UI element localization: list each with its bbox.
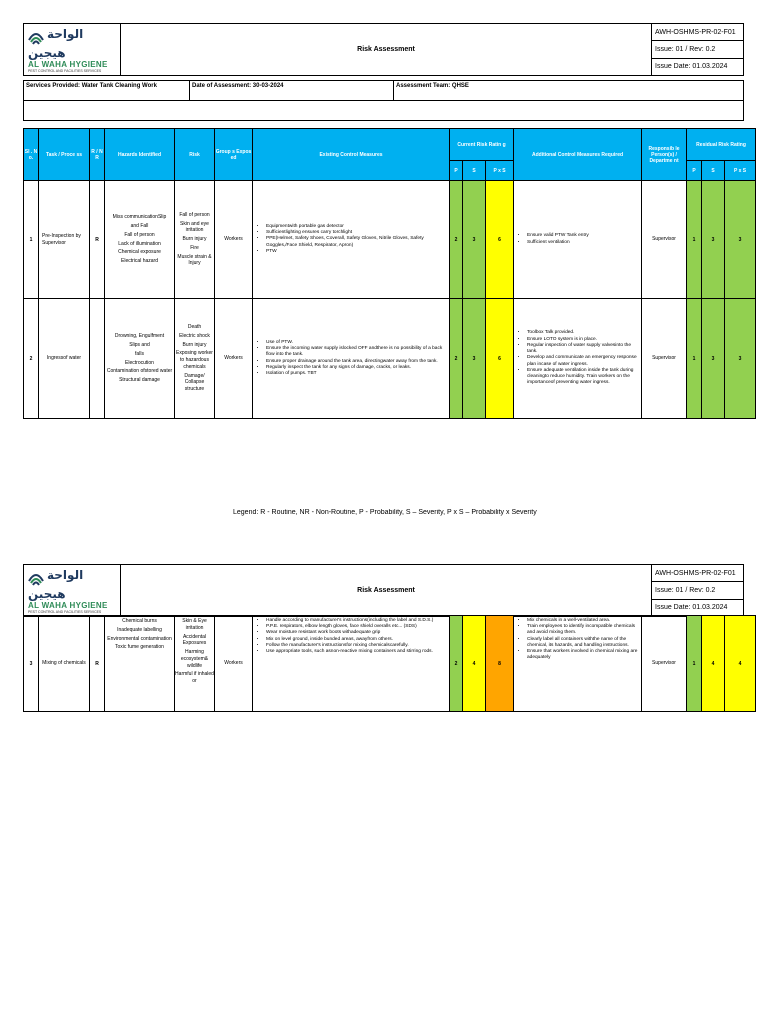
hazard-item: Slips and	[129, 342, 150, 348]
hazard-item: Chemical exposure	[118, 249, 161, 256]
col-current-rating: Current Risk Ratin g	[450, 129, 514, 161]
doc-issue: Issue: 01 / Rev: 0.2	[652, 582, 744, 599]
col-hazards: Hazards Identified	[105, 129, 175, 181]
additional-item: • Ensure LOTO system is in place.	[527, 337, 638, 343]
res-pxs: 4	[725, 616, 756, 712]
row-rnr: R	[90, 616, 105, 712]
col-groups: Group s Expos ed	[215, 129, 253, 181]
row-risks	[175, 299, 215, 419]
hazard-item: Electrocution	[125, 359, 154, 366]
row-sl: 3	[24, 616, 39, 712]
res-pxs: 3	[725, 181, 756, 299]
row-existing	[253, 616, 450, 712]
waha-logo-icon	[28, 567, 44, 587]
res-p: 1	[687, 616, 702, 712]
row-additional	[514, 616, 642, 712]
risk-item: Burn injury	[182, 236, 207, 243]
existing-item: • Handle according to manufacturer's instructions(including the label and S.D.S.)	[266, 618, 446, 624]
res-s: 4	[702, 616, 725, 712]
doc-issue-date: Issue Date: 01.03.2024	[652, 599, 744, 616]
doc-issue-date: Issue Date: 01.03.2024	[652, 58, 744, 75]
row-responsible: Supervisor	[642, 299, 687, 419]
cur-s: 4	[463, 616, 486, 712]
row-hazards	[105, 181, 175, 299]
assessment-team: Assessment Team: QHSE	[394, 81, 744, 101]
risk-item: Harming ecosystem& wildlife	[180, 649, 209, 669]
row-risks	[175, 616, 215, 712]
col-rnr: R / N R	[90, 129, 105, 181]
row-hazards	[105, 299, 175, 419]
logo-arabic-text: الواحة هيجين	[28, 26, 84, 60]
page-title: Risk Assessment	[121, 24, 652, 76]
legend-text: Legend: R - Routine, NR - Non-Routine, P - Probability, S – Severity, P x S – Probability x Severity	[233, 509, 537, 516]
cur-pxs: 8	[486, 616, 514, 712]
existing-item: • Mix on level ground, inside bunded areas, awayfrom others.	[266, 637, 446, 643]
cur-p: 2	[450, 616, 463, 712]
hazard-item: Contamination ofstored water	[106, 368, 173, 375]
existing-item: • Ensure proper drainage around the tank area, directingwater away from the tank.	[266, 359, 446, 365]
col-cur-p: P	[450, 161, 463, 181]
hazard-item: Chemical burns	[122, 618, 157, 624]
existing-item: • Follow the manufacturer's instructionsfor mixing chemicalscarefully.	[266, 643, 446, 649]
col-res-pxs: P x S	[725, 161, 756, 181]
risk-table-2	[23, 615, 756, 712]
existing-item: • Isolation of pumps. TBT	[266, 371, 446, 377]
hazard-item: Miss communicationSlip	[112, 214, 167, 221]
row-group: Workers	[215, 181, 253, 299]
cur-p: 2	[450, 299, 463, 419]
existing-item: • Equipmentwith portable gas detector	[266, 224, 446, 230]
additional-item: • Regular inspection of water supply valvesinto the tank.	[527, 343, 638, 355]
existing-item: • Sufficientlighting ensures carry torchlight	[266, 230, 446, 236]
row-task: Mixing of chemicals	[39, 616, 90, 712]
col-sl: Sl . N o.	[24, 129, 39, 181]
col-cur-s: S	[463, 161, 486, 181]
existing-item: • Use appropriate tools, such asnon-reactive mixing containers and stirring rods.	[266, 649, 446, 655]
additional-item: • Ensure valid PTW Tank entry	[527, 233, 638, 239]
table-row	[24, 616, 756, 712]
row-additional	[514, 299, 642, 419]
row-task: Ingressof water	[39, 299, 90, 419]
existing-item: • Use of PTW.	[266, 340, 446, 346]
row-rnr: R	[90, 181, 105, 299]
row-responsible: Supervisor	[642, 181, 687, 299]
logo-arabic-text: الواحة هيجين	[28, 567, 84, 601]
row-group: Workers	[215, 299, 253, 419]
risk-item: Death	[187, 324, 202, 331]
col-residual-rating: Residual Risk Rating	[687, 129, 756, 161]
cur-pxs: 6	[486, 299, 514, 419]
cur-s: 3	[463, 181, 486, 299]
hazard-item: Lack of illumination	[118, 240, 161, 247]
res-p: 1	[687, 181, 702, 299]
additional-item: • Clearly label all containers withthe name of the chemical, its hazards, and handling instructions.	[527, 637, 638, 649]
row-additional	[514, 181, 642, 299]
hazard-item: Structural damage	[119, 377, 160, 383]
col-cur-pxs: P x S	[486, 161, 514, 181]
table-row	[24, 299, 756, 419]
additional-item: • Toolbox Talk provided.	[527, 330, 638, 336]
row-task: Pre-Inspection by Supervisor	[39, 181, 90, 299]
risk-item: Skin and eye irritation	[180, 220, 209, 234]
doc-code: AWH-OSHMS-PR-02-F01	[652, 24, 744, 41]
col-res-p: P	[687, 161, 702, 181]
risk-item: Fire	[190, 244, 199, 251]
col-responsible: Responsib le Person(s) / Departme nt	[642, 129, 687, 181]
row-responsible: Supervisor	[642, 616, 687, 712]
existing-item: • P.P.E. respirators, elbow length gloves, face shield overalls etc... (SDS)	[266, 624, 446, 630]
row-sl: 2	[24, 299, 39, 419]
col-task: Task / Proce ss	[39, 129, 90, 181]
row-sl: 1	[24, 181, 39, 299]
doc-header-1	[23, 23, 744, 76]
additional-item: • Ensure that workers involved in chemical mixing are adequately	[527, 649, 638, 661]
hazard-item: and Fall	[130, 223, 149, 229]
additional-item: • Mix chemicals in a well-ventilated area.	[527, 618, 638, 624]
hazard-item: falls	[135, 350, 144, 357]
assessment-date: Date of Assessment: 30-03-2024	[190, 81, 394, 101]
waha-logo-icon	[28, 26, 44, 46]
existing-item: • Regularly inspect the tank for any signs of damage, cracks, or leaks.	[266, 365, 446, 371]
logo-subtitle: PEST CONTROL AND FACILITIES SERVICES	[28, 610, 102, 614]
risk-item: Electric shock	[179, 332, 210, 339]
risk-item: Burn injury	[182, 341, 207, 348]
logo-english-text: AL WAHA HYGIENE	[28, 60, 108, 69]
hazard-item: Inadequate labelling	[117, 626, 162, 633]
risk-item: Harmful if inhaled or	[175, 671, 214, 684]
col-existing: Existing Control Measures	[253, 129, 450, 181]
hazard-item: Environmental contamination	[107, 635, 172, 642]
col-additional: Additional Control Measures Required	[514, 129, 642, 181]
additional-item: • Sufficient ventilation	[527, 240, 638, 246]
additional-item: • Ensure adequate ventilation inside the tank during cleaningto reduce humidity. Train workers on the importanceof preventing water ingress.	[527, 368, 638, 387]
res-p: 1	[687, 299, 702, 419]
cur-p: 2	[450, 181, 463, 299]
assessment-info	[23, 80, 744, 121]
hazard-item: Drowning, Engulfment	[114, 333, 165, 340]
hazard-item: Electrical hazard	[121, 258, 158, 264]
info-blank-row	[24, 101, 744, 121]
risk-item: Skin & Eye irritation	[182, 618, 207, 631]
row-group: Workers	[215, 616, 253, 712]
existing-item: • Ensure the incoming water supply islocked OFF andthere is no possibility of a back flow into the tank.	[266, 346, 446, 358]
logo-subtitle: PEST CONTROL AND FACILITIES SERVICES	[28, 69, 102, 73]
hazard-item: Fall of person	[124, 231, 155, 238]
risk-item: Accidental Exposures	[182, 633, 207, 647]
risk-item: Muscle strain & Injury	[177, 253, 212, 267]
doc-code: AWH-OSHMS-PR-02-F01	[652, 565, 744, 582]
risk-item: Fall of person	[179, 211, 210, 218]
res-s: 3	[702, 181, 725, 299]
risk-item: Exposing worker to hazardous chemicals	[176, 350, 213, 370]
res-s: 3	[702, 299, 725, 419]
existing-item: • PTW	[266, 249, 446, 255]
row-hazards	[105, 616, 175, 712]
row-existing	[253, 181, 450, 299]
row-existing	[253, 299, 450, 419]
additional-item: • Train employees to identify incompatible chemicals and avoid mixing them.	[527, 624, 638, 636]
company-logo	[24, 565, 121, 617]
existing-item: • Wear moisture resistant work boots withadequate grip	[266, 630, 446, 636]
company-logo	[24, 24, 121, 76]
row-risks	[175, 181, 215, 299]
table-row	[24, 181, 756, 299]
row-rnr	[90, 299, 105, 419]
col-risk: Risk	[175, 129, 215, 181]
doc-header-2	[23, 564, 744, 617]
cur-s: 3	[463, 299, 486, 419]
risk-item: Damage/ Collapse structure	[184, 372, 205, 393]
risk-table-1	[23, 128, 756, 419]
page-title: Risk Assessment	[121, 565, 652, 617]
res-pxs: 3	[725, 299, 756, 419]
additional-item: • Develop and communicate an emergency response plan incase of water ingress.	[527, 355, 638, 367]
col-res-s: S	[702, 161, 725, 181]
services-provided: Services Provided: Water Tank Cleaning Work	[24, 81, 190, 101]
existing-item: • PPE(Helmet, Safety Shoes, Coverall, Safety Gloves, Nitrile Gloves, Safety Goggles,/Face Shield, Respirator, Apron)	[266, 236, 446, 248]
cur-pxs: 6	[486, 181, 514, 299]
doc-issue: Issue: 01 / Rev: 0.2	[652, 41, 744, 58]
logo-english-text: AL WAHA HYGIENE	[28, 601, 108, 610]
hazard-item: Toxic fume generation	[115, 644, 164, 651]
